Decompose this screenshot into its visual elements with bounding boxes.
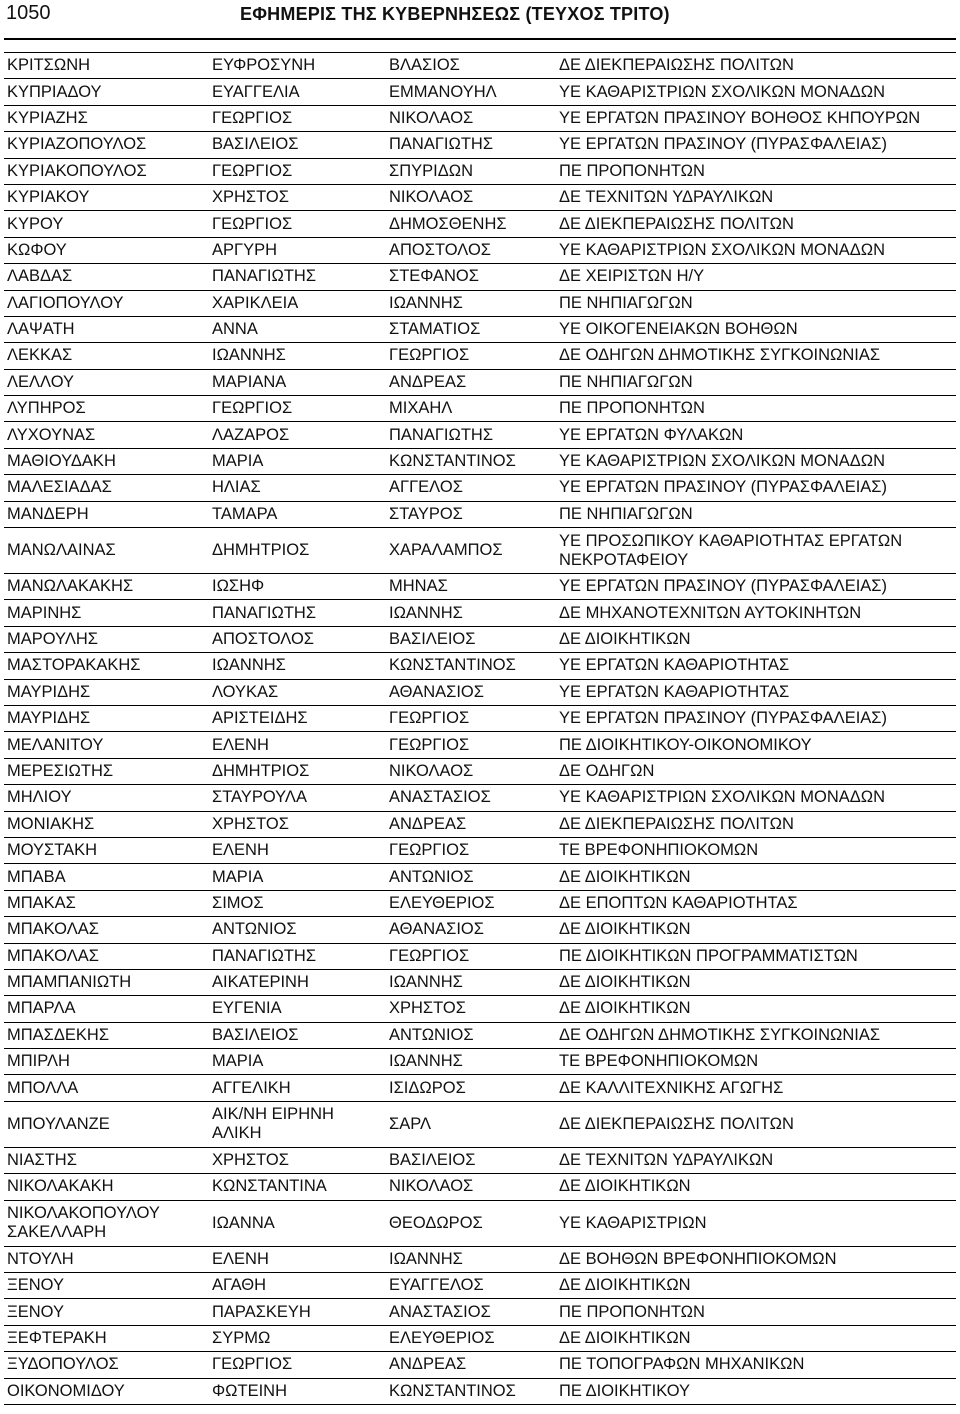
table-row <box>4 1299 956 1325</box>
father-name-cell: ΑΝΔΡΕΑΣ <box>386 1352 556 1378</box>
table-row <box>4 79 956 105</box>
first-name-cell: ΗΛΙΑΣ <box>209 475 386 501</box>
table-row <box>4 969 956 995</box>
table-row <box>4 105 956 131</box>
first-name-cell: ΕΥΦΡΟΣΥΝΗ <box>209 53 386 79</box>
surname-cell: ΞΥΔΟΠΟΥΛΟΣ <box>4 1352 209 1378</box>
surname-cell: ΜΗΛΙΟΥ <box>4 785 209 811</box>
father-name-cell: ΙΩΑΝΝΗΣ <box>386 1049 556 1075</box>
surname-cell: ΜΑΝΔΕΡΗ <box>4 501 209 527</box>
father-name-cell: ΑΓΓΕΛΟΣ <box>386 475 556 501</box>
first-name-cell: ΧΡΗΣΤΟΣ <box>209 1147 386 1173</box>
surname-cell: ΚΥΠΡΙΑΔΟΥ <box>4 79 209 105</box>
table-row <box>4 448 956 474</box>
surname-cell: ΜΠΑΜΠΑΝΙΩΤΗ <box>4 969 209 995</box>
specialty-cell: ΥΕ ΕΡΓΑΤΩΝ ΚΑΘΑΡΙΟΤΗΤΑΣ <box>556 653 956 679</box>
father-name-cell: ΚΩΝΣΤΑΝΤΙΝΟΣ <box>386 653 556 679</box>
specialty-cell: ΠΕ ΔΙΟΙΚΗΤΙΚΩΝ ΠΡΟΓΡΑΜΜΑΤΙΣΤΩΝ <box>556 943 956 969</box>
table-row <box>4 211 956 237</box>
first-name-cell: ΓΕΩΡΓΙΟΣ <box>209 105 386 131</box>
first-name-cell: ΧΡΗΣΤΟΣ <box>209 811 386 837</box>
table-row <box>4 158 956 184</box>
table-row <box>4 1352 956 1378</box>
surname-cell: ΟΙΚΟΝΟΜΙΔΟΥ <box>4 1378 209 1404</box>
surname-cell: ΜΠΙΡΛΗ <box>4 1049 209 1075</box>
father-name-cell: ΕΛΕΥΘΕΡΙΟΣ <box>386 890 556 916</box>
table-row <box>4 396 956 422</box>
first-name-cell: ΧΑΡΙΚΛΕΙΑ <box>209 290 386 316</box>
specialty-cell: ΥΕ ΕΡΓΑΤΩΝ ΦΥΛΑΚΩΝ <box>556 422 956 448</box>
table-row <box>4 785 956 811</box>
father-name-cell: ΓΕΩΡΓΙΟΣ <box>386 732 556 758</box>
father-name-cell: ΓΕΩΡΓΙΟΣ <box>386 837 556 863</box>
surname-cell: ΜΠΑΡΛΑ <box>4 996 209 1022</box>
father-name-cell: ΑΘΑΝΑΣΙΟΣ <box>386 679 556 705</box>
specialty-cell: ΔΕ ΔΙΕΚΠΕΡΑΙΩΣΗΣ ΠΟΛΙΤΩΝ <box>556 811 956 837</box>
father-name-cell: ΑΝΑΣΤΑΣΙΟΣ <box>386 1299 556 1325</box>
surname-cell: ΞΕΦΤΕΡΑΚΗ <box>4 1325 209 1351</box>
father-name-cell: ΓΕΩΡΓΙΟΣ <box>386 943 556 969</box>
specialty-cell: ΠΕ ΠΡΟΠΟΝΗΤΩΝ <box>556 1299 956 1325</box>
table-row <box>4 653 956 679</box>
specialty-cell: ΥΕ ΕΡΓΑΤΩΝ ΠΡΑΣΙΝΟΥ (ΠΥΡΑΣΦΑΛΕΙΑΣ) <box>556 475 956 501</box>
father-name-cell: ΑΝΑΣΤΑΣΙΟΣ <box>386 785 556 811</box>
surname-cell: ΜΠΟΥΛΑΝΖΕ <box>4 1101 209 1147</box>
table-row <box>4 1075 956 1101</box>
surname-cell: ΜΠΑΚΟΛΑΣ <box>4 943 209 969</box>
table-row <box>4 237 956 263</box>
surname-cell: ΚΥΡΙΑΚΟΠΟΥΛΟΣ <box>4 158 209 184</box>
table-row <box>4 422 956 448</box>
table-row <box>4 943 956 969</box>
first-name-cell: ΠΑΡΑΣΚΕΥΗ <box>209 1299 386 1325</box>
first-name-cell: ΜΑΡΙΑ <box>209 448 386 474</box>
table-row <box>4 811 956 837</box>
specialty-cell: ΥΕ ΚΑΘΑΡΙΣΤΡΙΩΝ <box>556 1200 956 1246</box>
surname-cell: ΛΑΒΔΑΣ <box>4 264 209 290</box>
first-name-cell: ΙΩΑΝΝΗΣ <box>209 653 386 679</box>
father-name-cell: ΔΗΜΟΣΘΕΝΗΣ <box>386 211 556 237</box>
first-name-cell: ΔΗΜΗΤΡΙΟΣ <box>209 758 386 784</box>
first-name-cell: ΑΙΚ/ΝΗ ΕΙΡΗΝΗ ΑΛΙΚΗ <box>209 1101 386 1147</box>
father-name-cell: ΧΡΗΣΤΟΣ <box>386 996 556 1022</box>
specialty-cell: ΔΕ ΟΔΗΓΩΝ <box>556 758 956 784</box>
surname-cell: ΝΙΑΣΤΗΣ <box>4 1147 209 1173</box>
table-row <box>4 501 956 527</box>
specialty-cell: ΥΕ ΕΡΓΑΤΩΝ ΚΑΘΑΡΙΟΤΗΤΑΣ <box>556 679 956 705</box>
table-row <box>4 758 956 784</box>
first-name-cell: ΑΠΟΣΤΟΛΟΣ <box>209 626 386 652</box>
specialty-cell: ΔΕ ΔΙΕΚΠΕΡΑΙΩΣΗΣ ΠΟΛΙΤΩΝ <box>556 211 956 237</box>
specialty-cell: ΔΕ ΤΕΧΝΙΤΩΝ ΥΔΡΑΥΛΙΚΩΝ <box>556 1147 956 1173</box>
father-name-cell: ΝΙΚΟΛΑΟΣ <box>386 1174 556 1200</box>
father-name-cell: ΝΙΚΟΛΑΟΣ <box>386 184 556 210</box>
surname-cell: ΜΑΛΕΣΙΑΔΑΣ <box>4 475 209 501</box>
father-name-cell: ΙΩΑΝΝΗΣ <box>386 600 556 626</box>
specialty-cell: ΔΕ ΔΙΟΙΚΗΤΙΚΩΝ <box>556 864 956 890</box>
surname-cell: ΜΑΥΡΙΔΗΣ <box>4 679 209 705</box>
father-name-cell: ΒΑΣΙΛΕΙΟΣ <box>386 1147 556 1173</box>
surname-cell: ΜΑΝΩΛΑΚΑΚΗΣ <box>4 574 209 600</box>
surname-cell: ΚΡΙΤΣΩΝΗ <box>4 53 209 79</box>
surname-cell: ΞΕΝΟΥ <box>4 1299 209 1325</box>
father-name-cell: ΠΑΝΑΓΙΩΤΗΣ <box>386 132 556 158</box>
first-name-cell: ΔΗΜΗΤΡΙΟΣ <box>209 528 386 574</box>
surname-cell: ΜΑΡΟΥΛΗΣ <box>4 626 209 652</box>
specialty-cell: ΔΕ ΔΙΟΙΚΗΤΙΚΩΝ <box>556 626 956 652</box>
first-name-cell: ΕΛΕΝΗ <box>209 1246 386 1272</box>
table-row <box>4 1174 956 1200</box>
specialty-cell: ΔΕ ΔΙΟΙΚΗΤΙΚΩΝ <box>556 1273 956 1299</box>
surname-cell: ΚΥΡΙΑΖΟΠΟΥΛΟΣ <box>4 132 209 158</box>
father-name-cell: ΣΤΕΦΑΝΟΣ <box>386 264 556 290</box>
specialty-cell: ΥΕ ΚΑΘΑΡΙΣΤΡΙΩΝ ΣΧΟΛΙΚΩΝ ΜΟΝΑΔΩΝ <box>556 237 956 263</box>
table-row <box>4 343 956 369</box>
specialty-cell: ΥΕ ΚΑΘΑΡΙΣΤΡΙΩΝ ΣΧΟΛΙΚΩΝ ΜΟΝΑΔΩΝ <box>556 79 956 105</box>
specialty-cell: ΔΕ ΔΙΟΙΚΗΤΙΚΩΝ <box>556 1174 956 1200</box>
surname-cell: ΝΤΟΥΛΗ <box>4 1246 209 1272</box>
first-name-cell: ΦΩΤΕΙΝΗ <box>209 1378 386 1404</box>
first-name-cell: ΓΕΩΡΓΙΟΣ <box>209 1352 386 1378</box>
father-name-cell: ΣΤΑΥΡΟΣ <box>386 501 556 527</box>
specialty-cell: ΠΕ ΔΙΟΙΚΗΤΙΚΟΥ <box>556 1378 956 1404</box>
page-header <box>0 0 960 30</box>
first-name-cell: ΕΥΑΓΓΕΛΙΑ <box>209 79 386 105</box>
father-name-cell: ΙΩΑΝΝΗΣ <box>386 290 556 316</box>
specialty-cell: ΔΕ ΟΔΗΓΩΝ ΔΗΜΟΤΙΚΗΣ ΣΥΓΚΟΙΝΩΝΙΑΣ <box>556 343 956 369</box>
surname-cell: ΜΠΑΒΑ <box>4 864 209 890</box>
surname-cell: ΜΠΑΣΔΕΚΗΣ <box>4 1022 209 1048</box>
first-name-cell: ΕΛΕΝΗ <box>209 732 386 758</box>
father-name-cell: ΘΕΟΔΩΡΟΣ <box>386 1200 556 1246</box>
father-name-cell: ΓΕΩΡΓΙΟΣ <box>386 343 556 369</box>
specialty-cell: ΥΕ ΚΑΘΑΡΙΣΤΡΙΩΝ ΣΧΟΛΙΚΩΝ ΜΟΝΑΔΩΝ <box>556 785 956 811</box>
first-name-cell: ΧΡΗΣΤΟΣ <box>209 184 386 210</box>
specialty-cell: ΠΕ ΝΗΠΙΑΓΩΓΩΝ <box>556 290 956 316</box>
father-name-cell: ΒΑΣΙΛΕΙΟΣ <box>386 626 556 652</box>
surname-cell: ΜΑΘΙΟΥΔΑΚΗ <box>4 448 209 474</box>
surname-cell: ΜΟΥΣΤΑΚΗ <box>4 837 209 863</box>
table-row <box>4 1378 956 1404</box>
father-name-cell: ΑΠΟΣΤΟΛΟΣ <box>386 237 556 263</box>
specialty-cell: ΥΕ ΕΡΓΑΤΩΝ ΠΡΑΣΙΝΟΥ (ΠΥΡΑΣΦΑΛΕΙΑΣ) <box>556 705 956 731</box>
specialty-cell: ΔΕ ΔΙΟΙΚΗΤΙΚΩΝ <box>556 1325 956 1351</box>
specialty-cell: ΔΕ ΔΙΟΙΚΗΤΙΚΩΝ <box>556 917 956 943</box>
surname-cell: ΜΠΑΚΟΛΑΣ <box>4 917 209 943</box>
first-name-cell: ΑΙΚΑΤΕΡΙΝΗ <box>209 969 386 995</box>
first-name-cell: ΣΥΡΜΩ <box>209 1325 386 1351</box>
father-name-cell: ΝΙΚΟΛΑΟΣ <box>386 758 556 784</box>
first-name-cell: ΤΑΜΑΡΑ <box>209 501 386 527</box>
surname-cell: ΜΕΡΕΣΙΩΤΗΣ <box>4 758 209 784</box>
surname-cell: ΜΠΑΚΑΣ <box>4 890 209 916</box>
specialty-cell: ΥΕ ΠΡΟΣΩΠΙΚΟΥ ΚΑΘΑΡΙΟΤΗΤΑΣ ΕΡΓΑΤΩΝ ΝΕΚΡΟΤΑΦΕΙΟΥ <box>556 528 956 574</box>
specialty-cell: ΔΕ ΚΑΛΛΙΤΕΧΝΙΚΗΣ ΑΓΩΓΗΣ <box>556 1075 956 1101</box>
table-row <box>4 528 956 574</box>
surname-cell: ΛΕΚΚΑΣ <box>4 343 209 369</box>
specialty-cell: ΥΕ ΟΙΚΟΓΕΝΕΙΑΚΩΝ ΒΟΗΘΩΝ <box>556 316 956 342</box>
father-name-cell: ΕΜΜΑΝΟΥΗΛ <box>386 79 556 105</box>
specialty-cell: ΤΕ ΒΡΕΦΟΝΗΠΙΟΚΟΜΩΝ <box>556 1049 956 1075</box>
father-name-cell: ΣΑΡΛ <box>386 1101 556 1147</box>
table-row <box>4 1273 956 1299</box>
father-name-cell: ΙΣΙΔΩΡΟΣ <box>386 1075 556 1101</box>
table-row <box>4 574 956 600</box>
father-name-cell: ΙΩΑΝΝΗΣ <box>386 969 556 995</box>
table-row <box>4 864 956 890</box>
specialty-cell: ΔΕ ΔΙΟΙΚΗΤΙΚΩΝ <box>556 996 956 1022</box>
table-row <box>4 679 956 705</box>
father-name-cell: ΣΠΥΡΙΔΩΝ <box>386 158 556 184</box>
personnel-table <box>4 52 956 1405</box>
surname-cell: ΚΥΡΟΥ <box>4 211 209 237</box>
specialty-cell: ΔΕ ΧΕΙΡΙΣΤΩΝ Η/Υ <box>556 264 956 290</box>
first-name-cell: ΛΑΖΑΡΟΣ <box>209 422 386 448</box>
surname-cell: ΞΕΝΟΥ <box>4 1273 209 1299</box>
first-name-cell: ΠΑΝΑΓΙΩΤΗΣ <box>209 264 386 290</box>
surname-cell: ΛΥΠΗΡΟΣ <box>4 396 209 422</box>
specialty-cell: ΠΕ ΤΟΠΟΓΡΑΦΩΝ ΜΗΧΑΝΙΚΩΝ <box>556 1352 956 1378</box>
specialty-cell: ΥΕ ΕΡΓΑΤΩΝ ΠΡΑΣΙΝΟΥ (ΠΥΡΑΣΦΑΛΕΙΑΣ) <box>556 574 956 600</box>
surname-cell: ΛΥΧΟΥΝΑΣ <box>4 422 209 448</box>
table-row <box>4 705 956 731</box>
father-name-cell: ΜΗΝΑΣ <box>386 574 556 600</box>
father-name-cell: ΑΝΔΡΕΑΣ <box>386 811 556 837</box>
first-name-cell: ΜΑΡΙΑ <box>209 1049 386 1075</box>
specialty-cell: ΥΕ ΕΡΓΑΤΩΝ ΠΡΑΣΙΝΟΥ ΒΟΗΘΟΣ ΚΗΠΟΥΡΩΝ <box>556 105 956 131</box>
surname-cell: ΜΑΝΩΛΑΙΝΑΣ <box>4 528 209 574</box>
specialty-cell: ΔΕ ΟΔΗΓΩΝ ΔΗΜΟΤΙΚΗΣ ΣΥΓΚΟΙΝΩΝΙΑΣ <box>556 1022 956 1048</box>
father-name-cell: ΚΩΝΣΤΑΝΤΙΝΟΣ <box>386 1378 556 1404</box>
specialty-cell: ΔΕ ΔΙΕΚΠΕΡΑΙΩΣΗΣ ΠΟΛΙΤΩΝ <box>556 1101 956 1147</box>
surname-cell: ΜΑΣΤΟΡΑΚΑΚΗΣ <box>4 653 209 679</box>
first-name-cell: ΓΕΩΡΓΙΟΣ <box>209 211 386 237</box>
first-name-cell: ΑΓΓΕΛΙΚΗ <box>209 1075 386 1101</box>
surname-cell: ΝΙΚΟΛΑΚΑΚΗ <box>4 1174 209 1200</box>
first-name-cell: ΓΕΩΡΓΙΟΣ <box>209 158 386 184</box>
header-rule <box>4 38 956 40</box>
table-row <box>4 184 956 210</box>
surname-cell: ΜΑΥΡΙΔΗΣ <box>4 705 209 731</box>
first-name-cell: ΠΑΝΑΓΙΩΤΗΣ <box>209 600 386 626</box>
father-name-cell: ΣΤΑΜΑΤΙΟΣ <box>386 316 556 342</box>
first-name-cell: ΙΩΑΝΝΗΣ <box>209 343 386 369</box>
father-name-cell: ΕΥΑΓΓΕΛΟΣ <box>386 1273 556 1299</box>
first-name-cell: ΕΥΓΕΝΙΑ <box>209 996 386 1022</box>
table-row <box>4 917 956 943</box>
first-name-cell: ΙΩΣΗΦ <box>209 574 386 600</box>
father-name-cell: ΠΑΝΑΓΙΩΤΗΣ <box>386 422 556 448</box>
table-row <box>4 996 956 1022</box>
specialty-cell: ΔΕ ΜΗΧΑΝΟΤΕΧΝΙΤΩΝ ΑΥΤΟΚΙΝΗΤΩΝ <box>556 600 956 626</box>
specialty-cell: ΥΕ ΚΑΘΑΡΙΣΤΡΙΩΝ ΣΧΟΛΙΚΩΝ ΜΟΝΑΔΩΝ <box>556 448 956 474</box>
first-name-cell: ΣΙΜΟΣ <box>209 890 386 916</box>
table-row <box>4 475 956 501</box>
first-name-cell: ΑΝΝΑ <box>209 316 386 342</box>
table-row <box>4 1022 956 1048</box>
father-name-cell: ΙΩΑΝΝΗΣ <box>386 1246 556 1272</box>
surname-cell: ΛΕΛΛΟΥ <box>4 369 209 395</box>
surname-cell: ΜΟΝΙΑΚΗΣ <box>4 811 209 837</box>
specialty-cell: ΔΕ ΔΙΕΚΠΕΡΑΙΩΣΗΣ ΠΟΛΙΤΩΝ <box>556 53 956 79</box>
first-name-cell: ΚΩΝΣΤΑΝΤΙΝΑ <box>209 1174 386 1200</box>
table-row <box>4 316 956 342</box>
surname-cell: ΜΑΡΙΝΗΣ <box>4 600 209 626</box>
specialty-cell: ΥΕ ΕΡΓΑΤΩΝ ΠΡΑΣΙΝΟΥ (ΠΥΡΑΣΦΑΛΕΙΑΣ) <box>556 132 956 158</box>
surname-cell: ΜΕΛΑΝΙΤΟΥ <box>4 732 209 758</box>
specialty-cell: ΔΕ ΕΠΟΠΤΩΝ ΚΑΘΑΡΙΟΤΗΤΑΣ <box>556 890 956 916</box>
table-row <box>4 626 956 652</box>
table-row <box>4 53 956 79</box>
table-row <box>4 1200 956 1246</box>
specialty-cell: ΔΕ ΒΟΗΘΩΝ ΒΡΕΦΟΝΗΠΙΟΚΟΜΩΝ <box>556 1246 956 1272</box>
table-row <box>4 1325 956 1351</box>
table-row <box>4 290 956 316</box>
first-name-cell: ΑΝΤΩΝΙΟΣ <box>209 917 386 943</box>
father-name-cell: ΝΙΚΟΛΑΟΣ <box>386 105 556 131</box>
father-name-cell: ΜΙΧΑΗΛ <box>386 396 556 422</box>
table-row <box>4 1246 956 1272</box>
first-name-cell: ΜΑΡΙΑΝΑ <box>209 369 386 395</box>
father-name-cell: ΕΛΕΥΘΕΡΙΟΣ <box>386 1325 556 1351</box>
surname-cell: ΚΥΡΙΑΚΟΥ <box>4 184 209 210</box>
father-name-cell: ΚΩΝΣΤΑΝΤΙΝΟΣ <box>386 448 556 474</box>
first-name-cell: ΣΤΑΥΡΟΥΛΑ <box>209 785 386 811</box>
father-name-cell: ΑΝΤΩΝΙΟΣ <box>386 864 556 890</box>
specialty-cell: ΠΕ ΠΡΟΠΟΝΗΤΩΝ <box>556 158 956 184</box>
father-name-cell: ΒΛΑΣΙΟΣ <box>386 53 556 79</box>
surname-cell: ΛΑΨΑΤΗ <box>4 316 209 342</box>
specialty-cell: ΠΕ ΠΡΟΠΟΝΗΤΩΝ <box>556 396 956 422</box>
specialty-cell: ΤΕ ΒΡΕΦΟΝΗΠΙΟΚΟΜΩΝ <box>556 837 956 863</box>
table-row <box>4 890 956 916</box>
table-row <box>4 264 956 290</box>
surname-cell: ΚΥΡΙΑΖΗΣ <box>4 105 209 131</box>
father-name-cell: ΓΕΩΡΓΙΟΣ <box>386 705 556 731</box>
surname-cell: ΛΑΓΙΟΠΟΥΛΟΥ <box>4 290 209 316</box>
table-row <box>4 1049 956 1075</box>
first-name-cell: ΑΓΑΘΗ <box>209 1273 386 1299</box>
first-name-cell: ΑΡΙΣΤΕΙΔΗΣ <box>209 705 386 731</box>
table-row <box>4 732 956 758</box>
specialty-cell: ΠΕ ΝΗΠΙΑΓΩΓΩΝ <box>556 369 956 395</box>
father-name-cell: ΑΘΑΝΑΣΙΟΣ <box>386 917 556 943</box>
first-name-cell: ΠΑΝΑΓΙΩΤΗΣ <box>209 943 386 969</box>
table-row <box>4 837 956 863</box>
specialty-cell: ΠΕ ΔΙΟΙΚΗΤΙΚΟΥ-ΟΙΚΟΝΟΜΙΚΟΥ <box>556 732 956 758</box>
first-name-cell: ΛΟΥΚΑΣ <box>209 679 386 705</box>
father-name-cell: ΧΑΡΑΛΑΜΠΟΣ <box>386 528 556 574</box>
table-row <box>4 1147 956 1173</box>
specialty-cell: ΔΕ ΤΕΧΝΙΤΩΝ ΥΔΡΑΥΛΙΚΩΝ <box>556 184 956 210</box>
surname-cell: ΜΠΟΛΛΑ <box>4 1075 209 1101</box>
table-row <box>4 132 956 158</box>
first-name-cell: ΕΛΕΝΗ <box>209 837 386 863</box>
journal-title: ΕΦΗΜΕΡΙΣ ΤΗΣ ΚΥΒΕΡΝΗΣΕΩΣ (ΤΕΥΧΟΣ ΤΡΙΤΟ) <box>240 4 670 24</box>
first-name-cell: ΜΑΡΙΑ <box>209 864 386 890</box>
table-row <box>4 369 956 395</box>
table-row <box>4 600 956 626</box>
first-name-cell: ΒΑΣΙΛΕΙΟΣ <box>209 132 386 158</box>
specialty-cell: ΠΕ ΝΗΠΙΑΓΩΓΩΝ <box>556 501 956 527</box>
first-name-cell: ΓΕΩΡΓΙΟΣ <box>209 396 386 422</box>
page-number: 1050 <box>6 2 51 24</box>
father-name-cell: ΑΝΤΩΝΙΟΣ <box>386 1022 556 1048</box>
first-name-cell: ΑΡΓΥΡΗ <box>209 237 386 263</box>
table-row <box>4 1101 956 1147</box>
specialty-cell: ΔΕ ΔΙΟΙΚΗΤΙΚΩΝ <box>556 969 956 995</box>
father-name-cell: ΑΝΔΡΕΑΣ <box>386 369 556 395</box>
table-body <box>4 53 956 1405</box>
surname-cell: ΚΩΦΟΥ <box>4 237 209 263</box>
surname-cell: ΝΙΚΟΛΑΚΟΠΟΥΛΟΥ ΣΑΚΕΛΛΑΡΗ <box>4 1200 209 1246</box>
first-name-cell: ΙΩΑΝΝΑ <box>209 1200 386 1246</box>
first-name-cell: ΒΑΣΙΛΕΙΟΣ <box>209 1022 386 1048</box>
